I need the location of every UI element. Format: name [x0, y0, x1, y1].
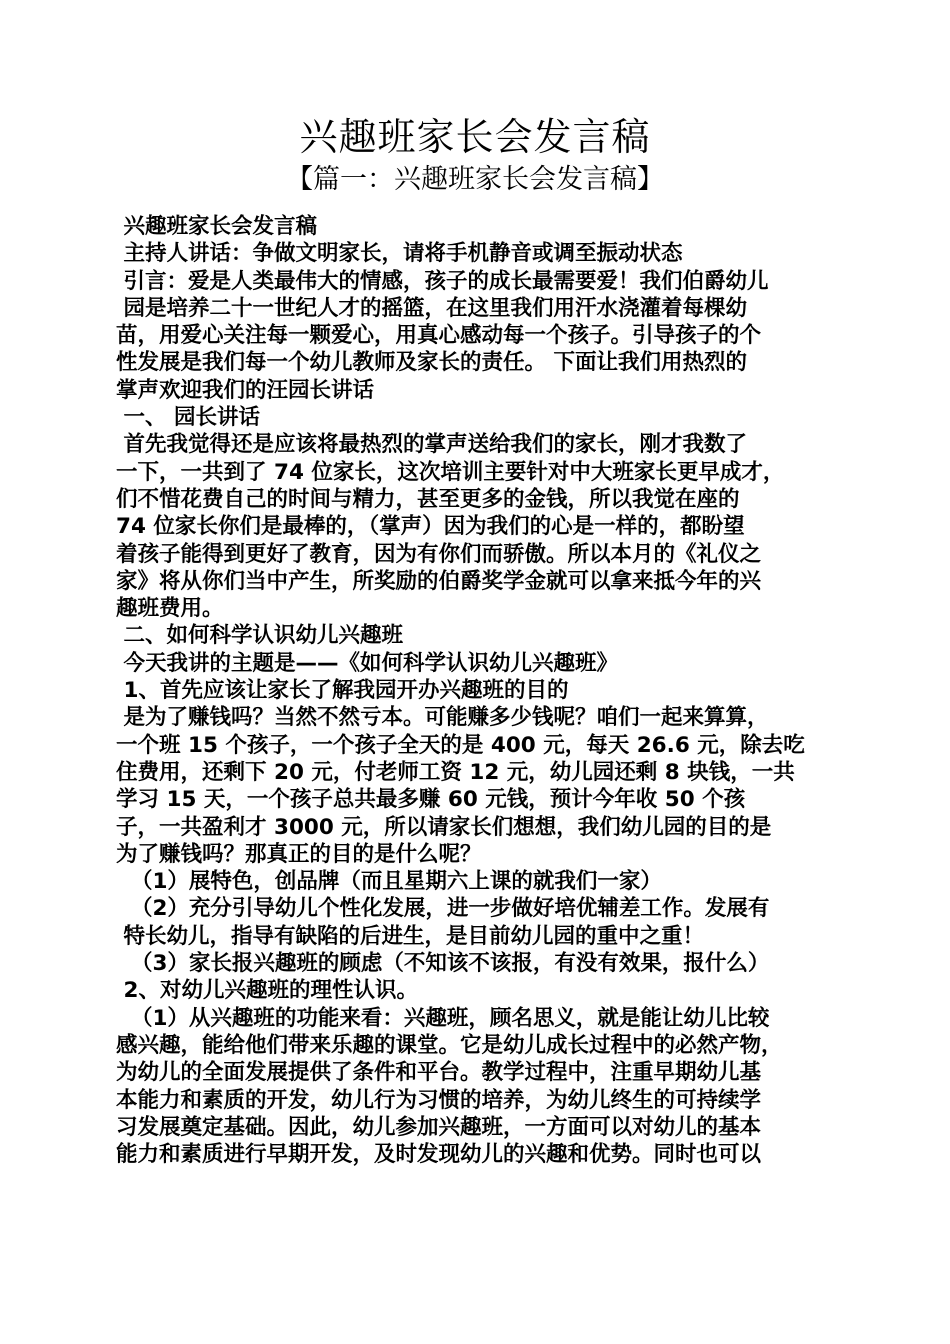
section-heading: 二、如何科学认识幼儿兴趣班 — [116, 623, 403, 649]
text-line: 特长幼儿，指导有缺陷的后进生，是目前幼儿园的重中之重！ — [116, 923, 704, 949]
text-line: 们不惜花费自己的时间与精力，甚至更多的金钱，所以我觉在座的 — [116, 486, 740, 512]
text-line: 园是培养二十一世纪人才的摇篮，在这里我们用汗水浇灌着每棵幼 — [116, 295, 747, 321]
text-line: 能力和素质进行早期开发，及时发现幼儿的兴趣和优势。同时也可以 — [116, 1142, 762, 1168]
text-line: 学习 15 天，一个孩子总共最多赚 60 元钱，预计今年收 50 个孩 — [116, 787, 746, 813]
section-heading: 一、 园长讲话 — [116, 405, 260, 431]
document-title: 兴趣班家长会发言稿 — [299, 115, 651, 159]
text-line: 74 位家长你们是最棒的，（掌声）因为我们的心是一样的，都盼望 — [116, 514, 745, 540]
document-body — [116, 213, 846, 1168]
text-line: 一个班 15 个孩子，一个孩子全天的是 400 元，每天 26.6 元，除去吃 — [116, 732, 805, 758]
list-item-line: （1）展特色，创品牌（而且星期六上课的就我们一家） — [116, 869, 662, 895]
text-line: 1、首先应该让家长了解我园开办兴趣班的目的 — [116, 678, 569, 704]
text-line: 2、对幼儿兴趣班的理性认识。 — [116, 978, 418, 1004]
list-item-line: （3）家长报兴趣班的顾虑（不知该不该报，有没有效果，报什么） — [116, 951, 770, 977]
document-subtitle: 【篇一：兴趣班家长会发言稿】 — [286, 164, 664, 195]
heading-line: 兴趣班家长会发言稿 — [116, 214, 317, 239]
text-line: 首先我觉得还是应该将最热烈的掌声送给我们的家长，刚才我数了 — [116, 432, 747, 458]
text-line: 是为了赚钱吗？当然不然亏本。可能赚多少钱呢？咱们一起来算算， — [116, 705, 769, 731]
text-line: 本能力和素质的开发，幼儿行为习惯的培养，为幼儿终生的可持续学 — [116, 1087, 762, 1113]
text-line: 掌声欢迎我们的汪园长讲话 — [116, 377, 375, 403]
text-line: 住费用，还剩下 20 元，付老师工资 12 元，幼儿园还剩 8 块钱，一共 — [116, 759, 795, 785]
text-line: 习发展奠定基础。因此，幼儿参加兴趣班，一方面可以对幼儿的基本 — [116, 1114, 762, 1140]
list-item-line: （1）从兴趣班的功能来看：兴趣班，顾名思义，就是能让幼儿比较 — [116, 1005, 770, 1031]
text-line: 主持人讲话：争做文明家长，请将手机静音或调至振动状态 — [116, 241, 683, 267]
text-line: 今天我讲的主题是——《如何科学认识幼儿兴趣班》 — [116, 650, 618, 676]
text-line: 引言：爱是人类最伟大的情感，孩子的成长最需要爱！我们伯爵幼儿 — [116, 268, 769, 294]
text-line: 着孩子能得到更好了教育，因为有你们而骄傲。所以本月的《礼仪之 — [116, 541, 762, 567]
text-line: 家》将从你们当中产生，所奖励的伯爵奖学金就可以拿来抵今年的兴 — [116, 568, 762, 594]
list-item-line: （2）充分引导幼儿个性化发展，进一步做好培优辅差工作。发展有 — [116, 896, 770, 922]
text-line: 为幼儿的全面发展提供了条件和平台。教学过程中，注重早期幼儿基 — [116, 1060, 762, 1086]
text-line: 性发展是我们每一个幼儿教师及家长的责任。 下面让我们用热烈的 — [116, 350, 747, 376]
text-line: 苗，用爱心关注每一颗爱心，用真心感动每一个孩子。引导孩子的个 — [116, 323, 762, 349]
text-line: 子，一共盈利才 3000 元，所以请家长们想想，我们幼儿园的目的是 — [116, 814, 772, 840]
text-line: 为了赚钱吗？那真正的目的是什么呢？ — [116, 841, 482, 867]
text-line: 趣班费用。 — [116, 596, 224, 622]
text-line: 感兴趣，能给他们带来乐趣的课堂。它是幼儿成长过程中的必然产物， — [116, 1032, 783, 1058]
text-line: 一下，一共到了 74 位家长，这次培训主要针对中大班家长更早成才， — [116, 459, 785, 485]
